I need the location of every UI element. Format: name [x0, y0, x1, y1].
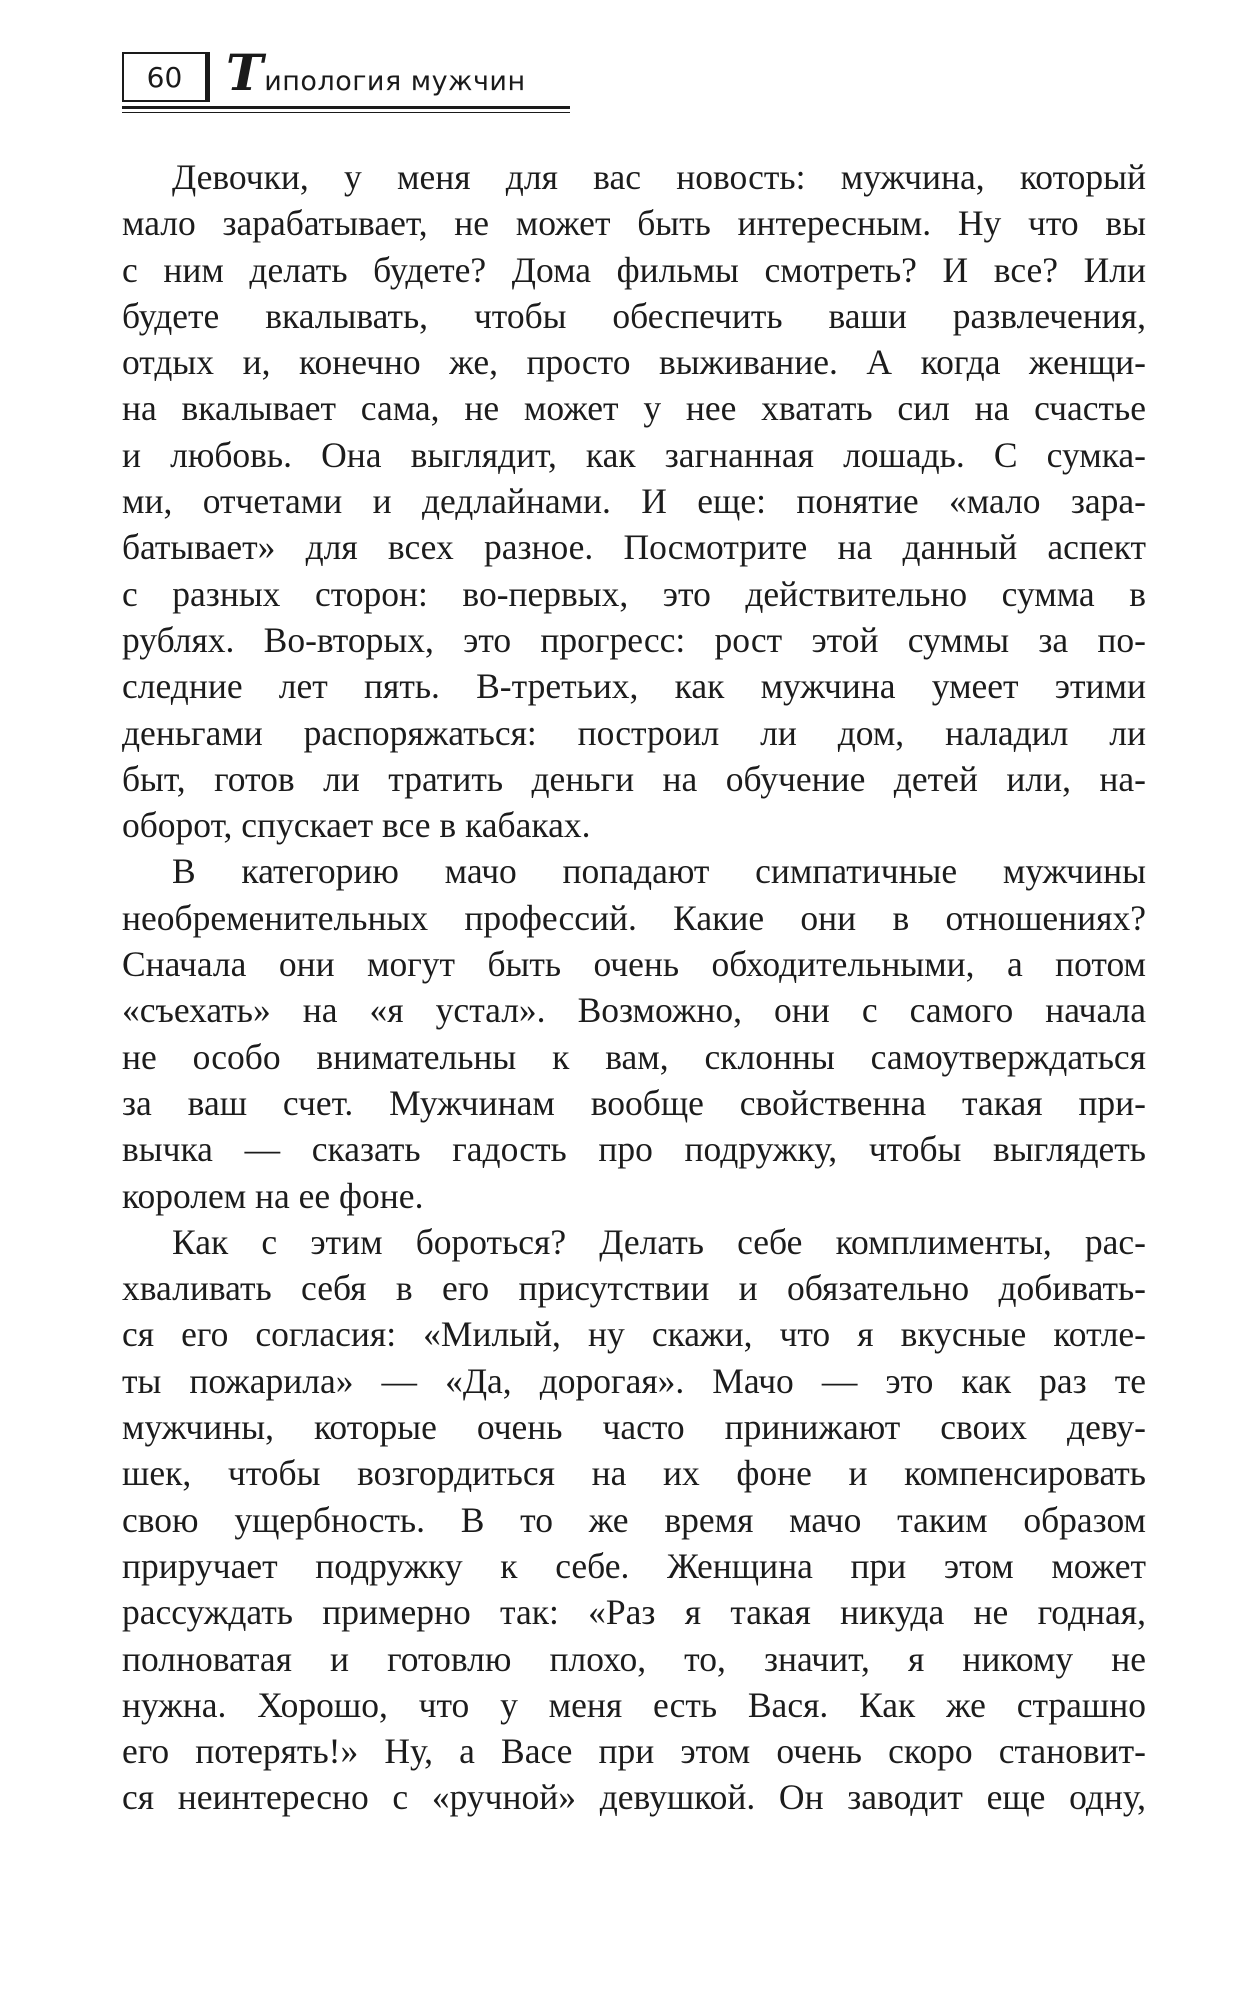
text-line: В категорию мачо попадают симпатичные мужчины — [172, 851, 1146, 892]
text-line: шек, чтобы возгордиться на их фоне и компенсировать — [122, 1453, 1146, 1494]
text-line: свою ущербность. В то же время мачо таким образом — [122, 1499, 1146, 1540]
header-rule — [122, 106, 570, 109]
text-line: королем на ее фоне. — [122, 1175, 424, 1216]
body-text — [122, 154, 1146, 1821]
text-line: мужчины, которые очень часто принижают своих деву- — [122, 1407, 1146, 1448]
header-rule-thin — [122, 112, 570, 113]
text-line: деньгами распоряжаться: построил ли дом, наладил ли — [122, 712, 1146, 753]
text-line: «съехать» на «я устал». Возможно, они с самого начала — [122, 990, 1146, 1031]
text-line: Как с этим бороться? Делать себе комплименты, рас- — [172, 1221, 1146, 1262]
text-line: необременительных профессий. Какие они в отношениях? — [122, 897, 1146, 938]
text-line: с разных сторон: во-первых, это действительно сумма в — [122, 573, 1146, 614]
text-line: следние лет пять. В-третьих, как мужчина умеет этими — [122, 666, 1146, 707]
text-line: оборот, спускает все в кабаках. — [122, 805, 591, 846]
text-line: приручает подружку к себе. Женщина при этом может — [122, 1545, 1146, 1586]
text-line: за ваш счет. Мужчинам вообще свойственна такая при- — [122, 1082, 1146, 1123]
text-line: вычка — сказать гадость про подружку, чтобы выглядеть — [122, 1129, 1146, 1170]
page-number: 60 — [122, 52, 210, 102]
text-line: рассуждать примерно так: «Раз я такая никуда не годная, — [122, 1592, 1146, 1633]
text-line: нужна. Хорошо, что у меня есть Вася. Как же страшно — [122, 1684, 1146, 1725]
text-line: Девочки, у меня для вас новость: мужчина, который — [172, 157, 1146, 197]
text-line: ми, отчетами и дедлайнами. И еще: понятие «мало зара- — [122, 481, 1146, 522]
chapter-title-initial: Т — [226, 43, 262, 102]
text-line: ся неинтересно с «ручной» девушкой. Он заводит еще одну, — [122, 1777, 1146, 1818]
text-line: с ним делать будете? Дома фильмы смотреть? И все? Или — [122, 249, 1146, 290]
text-line: ты пожарила» — «Да, дорогая». Мачо — это как раз те — [122, 1360, 1146, 1401]
text-line: мало зарабатывает, не может быть интересным. Ну что вы — [122, 203, 1146, 244]
text-line: и любовь. Она выглядит, как загнанная лошадь. С сумка- — [122, 434, 1146, 475]
text-line: не особо внимательны к вам, склонны самоутверждаться — [122, 1036, 1146, 1077]
text-line: отдых и, конечно же, просто выживание. А когда женщи- — [122, 342, 1146, 383]
text-line: будете вкалывать, чтобы обеспечить ваши развлечения, — [122, 295, 1146, 336]
text-line: батывает» для всех разное. Посмотрите на данный аспект — [122, 527, 1146, 568]
text-line: ся его согласия: «Милый, ну скажи, что я вкусные котле- — [122, 1314, 1146, 1355]
text-line: на вкалывает сама, не может у нее хватать сил на счастье — [122, 388, 1146, 429]
text-line: Сначала они могут быть очень обходительными, а потом — [122, 944, 1146, 985]
text-line: его потерять!» Ну, а Васе при этом очень скоро становит- — [122, 1731, 1146, 1772]
text-line: рублях. Во-вторых, это прогресс: рост этой суммы за по- — [122, 619, 1146, 660]
chapter-title-text: ипология мужчин — [264, 66, 526, 97]
text-line: быт, готов ли тратить деньги на обучение детей или, на- — [122, 758, 1146, 799]
text-line: полноватая и готовлю плохо, то, значит, я никому не — [122, 1638, 1146, 1679]
running-header — [122, 43, 570, 110]
text-line: хваливать себя в его присутствии и обязательно добивать- — [122, 1268, 1146, 1309]
chapter-title — [226, 43, 526, 102]
